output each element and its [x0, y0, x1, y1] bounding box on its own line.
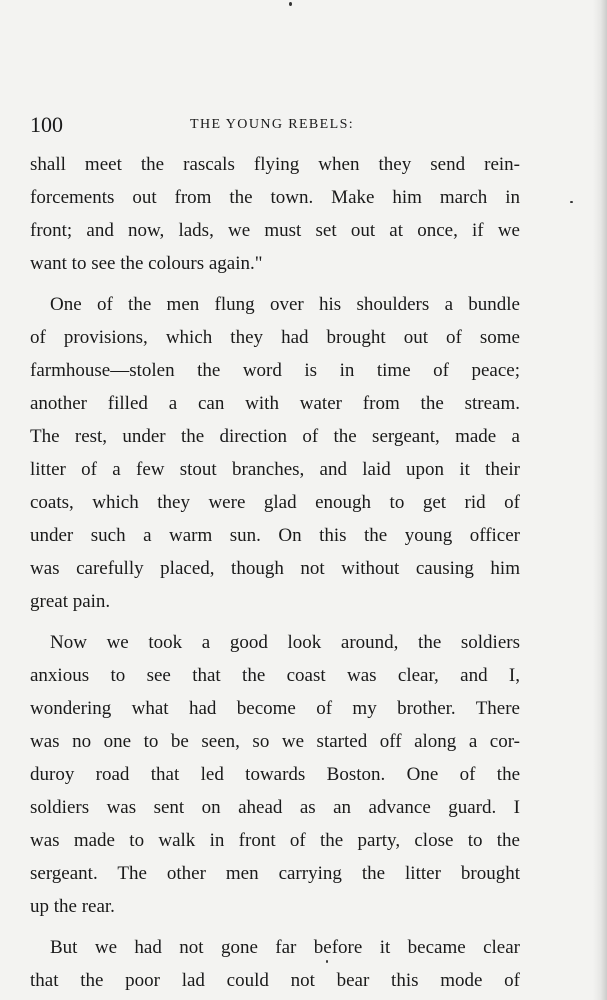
text-line: great pain. [30, 591, 111, 612]
text-line: wondering what had become of my brother. There [30, 698, 520, 719]
paragraph-3 [30, 626, 520, 923]
text-line: under such a warm sun. On this the young officer [30, 525, 520, 546]
text-line: litter of a few stout branches, and laid upon it their [30, 459, 520, 480]
text-line: that the poor lad could not bear this mode of [30, 970, 520, 991]
text-line: But we had not gone far before it became clear [50, 937, 520, 958]
text-line: duroy road that led towards Boston. One of the [30, 764, 520, 785]
text-line: want to see the colours again." [30, 253, 263, 274]
scan-speck [570, 201, 573, 203]
text-line: farmhouse—stolen the word is in time of peace; [30, 360, 520, 381]
text-line: was no one to be seen, so we started off along a cor- [30, 731, 520, 752]
text-line: sergeant. The other men carrying the litter brought [30, 863, 520, 884]
paragraph-4 [30, 931, 520, 997]
text-line: soldiers was sent on ahead as an advance guard. I [30, 797, 520, 818]
text-line: The rest, under the direction of the sergeant, made a [30, 426, 520, 447]
text-line: was made to walk in front of the party, close to the [30, 830, 520, 851]
scan-speck [326, 960, 328, 963]
text-line: One of the men flung over his shoulders a bundle [50, 294, 520, 315]
text-line: shall meet the rascals flying when they send rein- [30, 154, 520, 175]
text-line: forcements out from the town. Make him march in [30, 187, 520, 208]
text-line: Now we took a good look around, the soldiers [50, 632, 520, 653]
running-head: THE YOUNG REBELS: [190, 117, 355, 132]
text-line: up the rear. [30, 896, 115, 917]
page-header [30, 110, 520, 140]
page-number: 100 [30, 112, 63, 137]
text-line: anxious to see that the coast was clear, and I, [30, 665, 520, 686]
paragraph-2 [30, 288, 520, 618]
paragraph-1 [30, 148, 520, 280]
page-edge-shadow [593, 0, 607, 1000]
text-line: coats, which they were glad enough to get rid of [30, 492, 520, 513]
scan-speck [289, 2, 292, 6]
text-line: front; and now, lads, we must set out at once, if we [30, 220, 520, 241]
text-line: another filled a can with water from the stream. [30, 393, 520, 414]
text-line: was carefully placed, though not without causing him [30, 558, 520, 579]
body-text [30, 148, 520, 997]
text-line: of provisions, which they had brought out of some [30, 327, 520, 348]
